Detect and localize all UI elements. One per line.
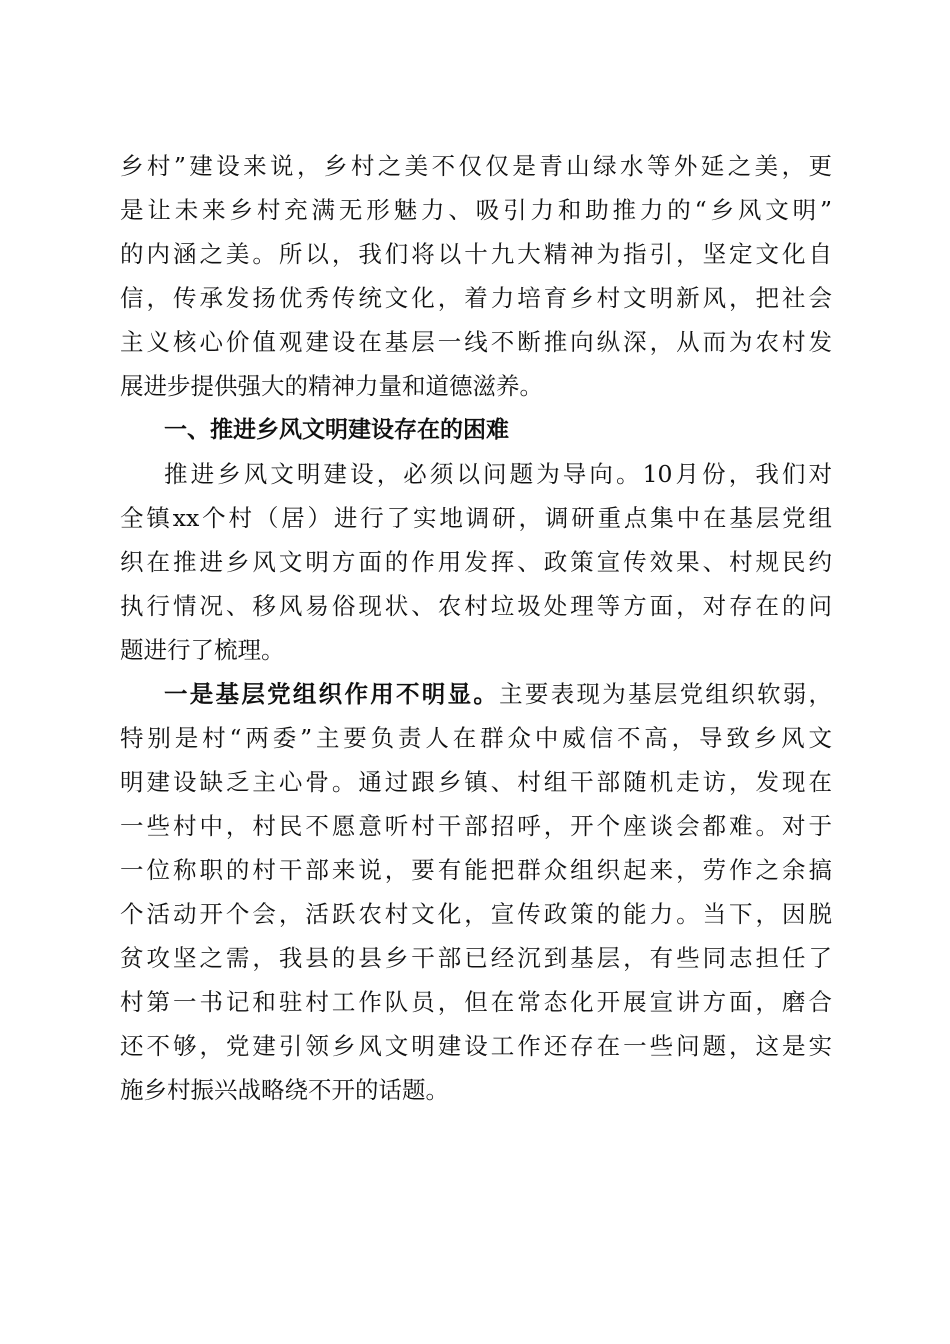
text-line: 明建设缺乏主心骨。通过跟乡镇、村组干部随机走访，发现在	[120, 768, 832, 796]
paragraph-intro-continuation	[120, 144, 832, 408]
text-line: 村第一书记和驻村工作队员，但在常态化开展宣讲方面，磨合	[120, 988, 832, 1016]
text-line: 施乡村振兴战略绕不开的话题。	[120, 1076, 449, 1104]
text-line: 特别是村“两委”主要负责人在群众中威信不高，导致乡风文	[120, 724, 832, 752]
text-line: 题进行了梳理。	[120, 636, 285, 664]
text-line: 还不够，党建引领乡风文明建设工作还存在一些问题，这是实	[120, 1032, 832, 1060]
text-line: 一位称职的村干部来说，要有能把群众组织起来，劳作之余搞	[120, 856, 832, 884]
bold-lead: 一是基层党组织作用不明显。	[164, 680, 500, 708]
text-line: 信，传承发扬优秀传统文化，着力培育乡村文明新风，把社会	[120, 284, 832, 312]
text-line	[120, 672, 832, 716]
text-line: 织在推进乡风文明方面的作用发挥、政策宣传效果、村规民约	[120, 548, 832, 576]
text-line: 全镇xx个村（居）进行了实地调研，调研重点集中在基层党组	[120, 504, 832, 532]
text-run: 主要表现为基层党组织软弱，	[499, 680, 832, 708]
text-line: 推进乡风文明建设，必须以问题为导向。10月份，我们对	[164, 460, 832, 488]
text-line: 的内涵之美。所以，我们将以十九大精神为指引，坚定文化自	[120, 240, 832, 268]
section-heading: 一、推进乡风文明建设存在的困难	[164, 417, 509, 443]
paragraph-survey	[120, 452, 832, 672]
text-line: 执行情况、移风易俗现状、农村垃圾处理等方面，对存在的问	[120, 592, 832, 620]
text-line: 贫攻坚之需，我县的县乡干部已经沉到基层，有些同志担任了	[120, 944, 832, 972]
text-line: 乡村”建设来说，乡村之美不仅仅是青山绿水等外延之美，更	[120, 152, 832, 180]
paragraph-party-organization	[120, 672, 832, 1112]
text-line: 主义核心价值观建设在基层一线不断推向纵深，从而为农村发	[120, 328, 832, 356]
text-line: 一些村中，村民不愿意听村干部招呼，开个座谈会都难。对于	[120, 812, 832, 840]
text-line: 个活动开个会，活跃农村文化，宣传政策的能力。当下，因脱	[120, 900, 832, 928]
document-body	[120, 144, 832, 1112]
text-line: 是让未来乡村充满无形魅力、吸引力和助推力的“乡风文明”	[120, 196, 832, 224]
text-line: 展进步提供强大的精神力量和道德滋养。	[120, 372, 543, 400]
